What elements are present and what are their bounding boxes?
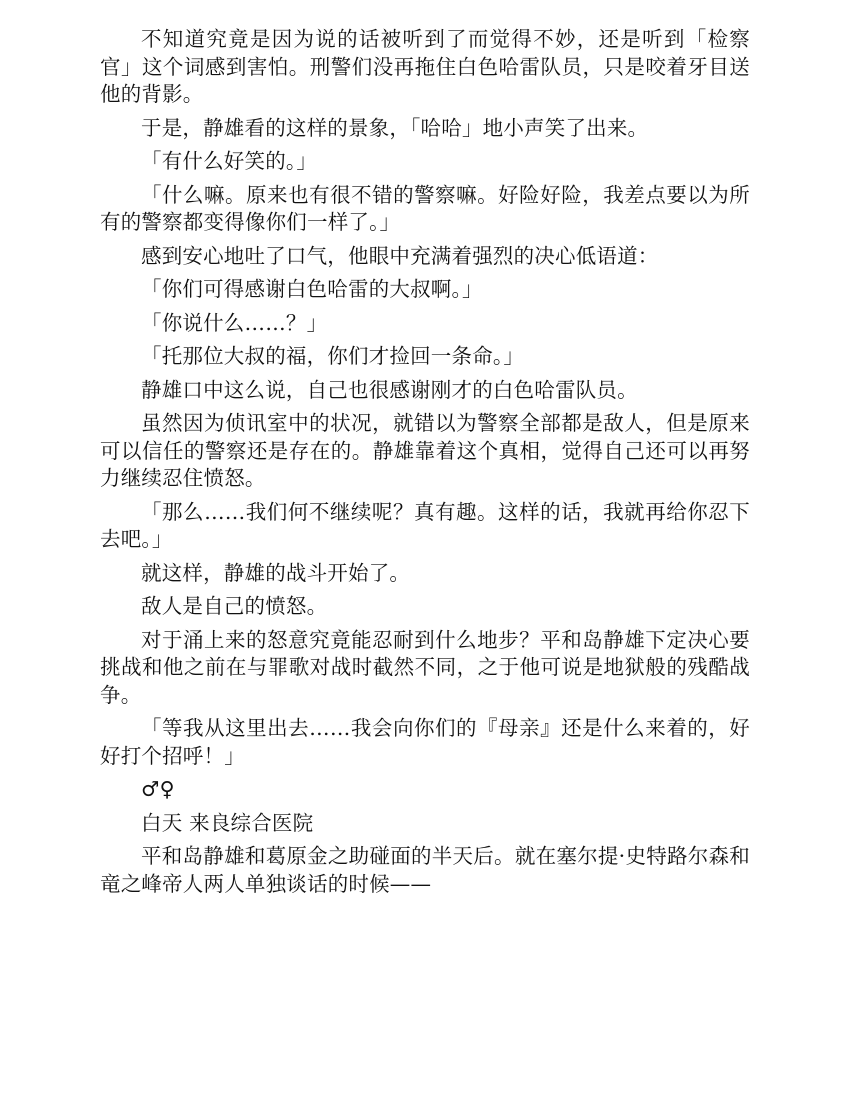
- paragraph-3: 「有什么好笑的。」: [141, 149, 318, 173]
- scene-heading: 白天 来良综合医院: [141, 810, 314, 835]
- paragraph-15: 「等我从这里出去……我会向你们的『母亲』还是什么来着的，好好打个招呼！」: [100, 716, 750, 768]
- paragraph-18: 平和岛静雄和葛原金之助碰面的半天后。就在塞尔提·史特路尔森和竜之峰帝人两人单独谈话的时候——: [100, 844, 750, 896]
- paragraph-4: 「什么嘛。原来也有很不错的警察嘛。好险好险，我差点要以为所有的警察都变得像你们一样了。」: [100, 182, 750, 234]
- paragraph-6: 「你们可得感谢白色哈雷的大叔啊。」: [141, 277, 483, 301]
- scene-break-symbol: ♂♀: [141, 777, 175, 801]
- paragraph-14: 对于涌上来的怒意究竟能忍耐到什么地步？平和岛静雄下定决心要挑战和他之前在与罪歌对战时截然不同，之于他可说是地狱般的残酷战争。: [100, 627, 750, 707]
- paragraph-10: 虽然因为侦讯室中的状况，就错以为警察全部都是敌人，但是原来可以信任的警察还是存在的。静雄靠着这个真相，觉得自己还可以再努力继续忍住愤怒。: [100, 411, 750, 490]
- paragraph-9: 静雄口中这么说，自己也很感谢刚才的白色哈雷队员。: [141, 377, 638, 402]
- paragraph-1: 不知道究竟是因为说的话被听到了而觉得不妙，还是听到「检察官」这个词感到害怕。刑警们没再拖住白色哈雷队员，只是咬着牙目送他的背影。: [100, 27, 750, 106]
- paragraph-12: 就这样，静雄的战斗开始了。: [141, 560, 411, 585]
- paragraph-11: 「那么……我们何不继续呢？真有趣。这样的话，我就再给你忍下去吧。」: [100, 499, 750, 551]
- paragraph-7: 「你说什么……？」: [141, 310, 328, 335]
- document-page: [100, 0, 750, 1100]
- paragraph-13: 敌人是自己的愤怒。: [141, 594, 328, 618]
- paragraph-8: 「托那位大叔的福，你们才捡回一条命。」: [141, 344, 525, 368]
- paragraph-5: 感到安心地吐了口气，他眼中充满着强烈的决心低语道：: [141, 243, 659, 268]
- paragraph-2: 于是，静雄看的这样的景象，「哈哈」地小声笑了出来。: [141, 115, 649, 140]
